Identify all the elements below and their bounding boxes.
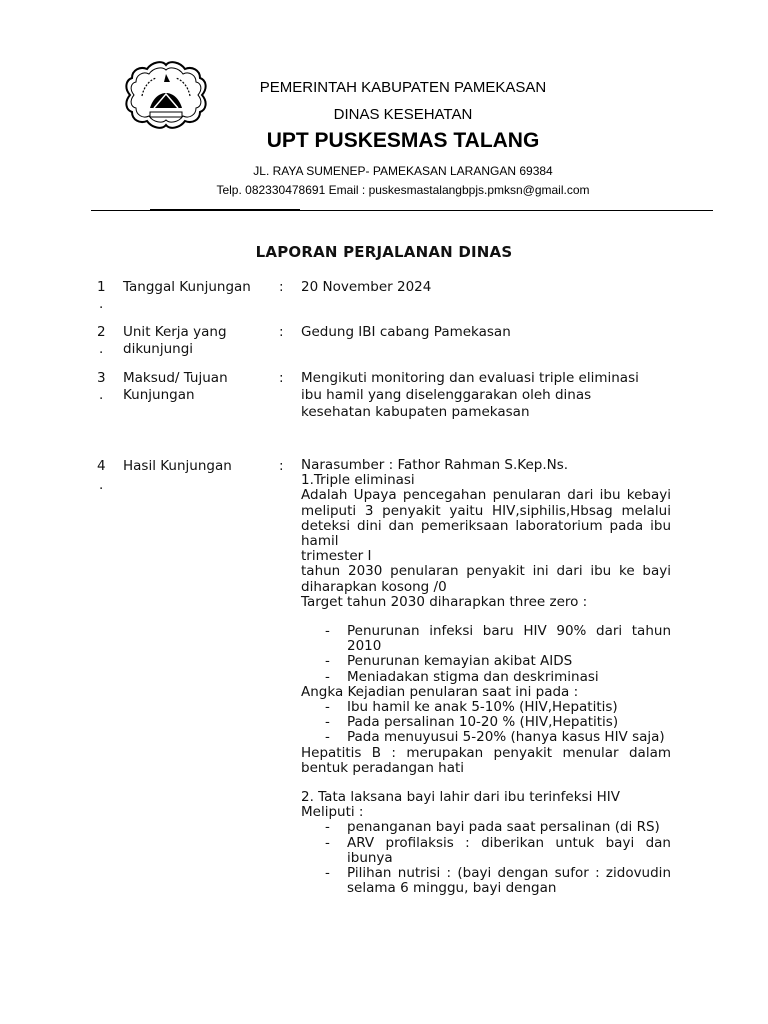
triple-eliminasi-definition-end: trimester I — [301, 548, 372, 565]
list-item: - penanganan bayi pada saat persalinan (di RS) — [301, 820, 671, 835]
row-label: Unit Kerja yang dikunjungi — [123, 324, 227, 357]
row-value: 20 November 2024 — [301, 279, 432, 295]
row-colon: : — [279, 370, 284, 386]
narasumber: Narasumber : Fathor Rahman S.Kep.Ns. — [301, 457, 569, 473]
row-number: 2 . — [97, 324, 106, 357]
letterhead-address: JL. RAYA SUMENEP- PAMEKASAN LARANGAN 69384 — [253, 164, 553, 178]
list-item: - ARV profilaksis : diberikan untuk bayi dan ibunya — [301, 836, 671, 866]
list-item: - Pilihan nutrisi : (bayi dengan sufor : zidovudin selama 6 minggu, bayi dengan — [301, 866, 671, 896]
row-label: Tanggal Kunjungan — [123, 279, 251, 295]
row-label: Maksud/ Tujuan Kunjungan — [123, 370, 228, 403]
row-value: Mengikuti monitoring dan evaluasi triple eliminasi ibu hamil yang diselenggarakan oleh dinas kesehatan kabupaten pamekasan — [301, 370, 639, 420]
three-zero-title: Target tahun 2030 diharapkan three zero : — [301, 593, 588, 610]
list-item: - Meniadakan stigma dan deskriminasi — [301, 670, 671, 685]
row-label: Hasil Kunjungan — [123, 458, 232, 474]
letterhead-institution: UPT PUSKESMAS TALANG — [266, 129, 540, 152]
hepatitis-b-text: Hepatitis B : merupakan penyakit menular dalam bentuk peradangan hati — [301, 744, 671, 776]
section-2-meliputi: Meliputi : — [301, 804, 364, 821]
angka-kejadian-title: Angka Kejadian penularan saat ini pada : — [301, 683, 579, 700]
list-item: - Penurunan kemayian akibat AIDS — [301, 654, 671, 669]
section-1-title: 1.Triple eliminasi — [301, 472, 415, 489]
list-item: - Ibu hamil ke anak 5-10% (HIV,Hepatitis) — [301, 700, 671, 715]
target-2030-text: tahun 2030 penularan penyakit ini dari ibu ke bayi diharapkan kosong /0 — [301, 563, 671, 595]
hasil-content — [301, 458, 671, 896]
list-item: - Penurunan infeksi baru HIV 90% dari tahun 2010 — [301, 624, 671, 654]
three-zero-list — [301, 624, 671, 685]
row-number: 3 . — [97, 370, 106, 403]
report-title: LAPORAN PERJALANAN DINAS — [255, 243, 513, 261]
letterhead-divider-accent — [150, 209, 300, 211]
letterhead-department: DINAS KESEHATAN — [333, 106, 473, 123]
triple-eliminasi-definition: Adalah Upaya pencegahan penularan dari ibu kebayi meliputi 3 penyakit yaitu HIV,siphilis,Hbsag melalui deteksi dini dan pemeriksaan laboratorium pada ibu hamil — [301, 487, 671, 550]
angka-kejadian-list — [301, 700, 671, 746]
row-number: 4 . — [97, 458, 106, 493]
list-item: - Pada persalinan 10-20 % (HIV,Hepatitis) — [301, 715, 671, 730]
tata-laksana-list — [301, 820, 671, 896]
list-item: - Pada menuyusui 5-20% (hanya kasus HIV saja) — [301, 730, 671, 745]
row-colon: : — [279, 458, 284, 474]
letterhead-contact: Telp. 082330478691 Email : puskesmastalangbpjs.pmksn@gmail.com — [216, 183, 590, 197]
section-2-title: 2. Tata laksana bayi lahir dari ibu terinfeksi HIV — [301, 789, 621, 806]
letterhead-government: PEMERINTAH KABUPATEN PAMEKASAN — [259, 79, 547, 96]
row-colon: : — [279, 324, 284, 340]
row-number: 1 . — [97, 279, 106, 312]
row-colon: : — [279, 279, 284, 295]
row-value: Gedung IBI cabang Pamekasan — [301, 324, 511, 340]
